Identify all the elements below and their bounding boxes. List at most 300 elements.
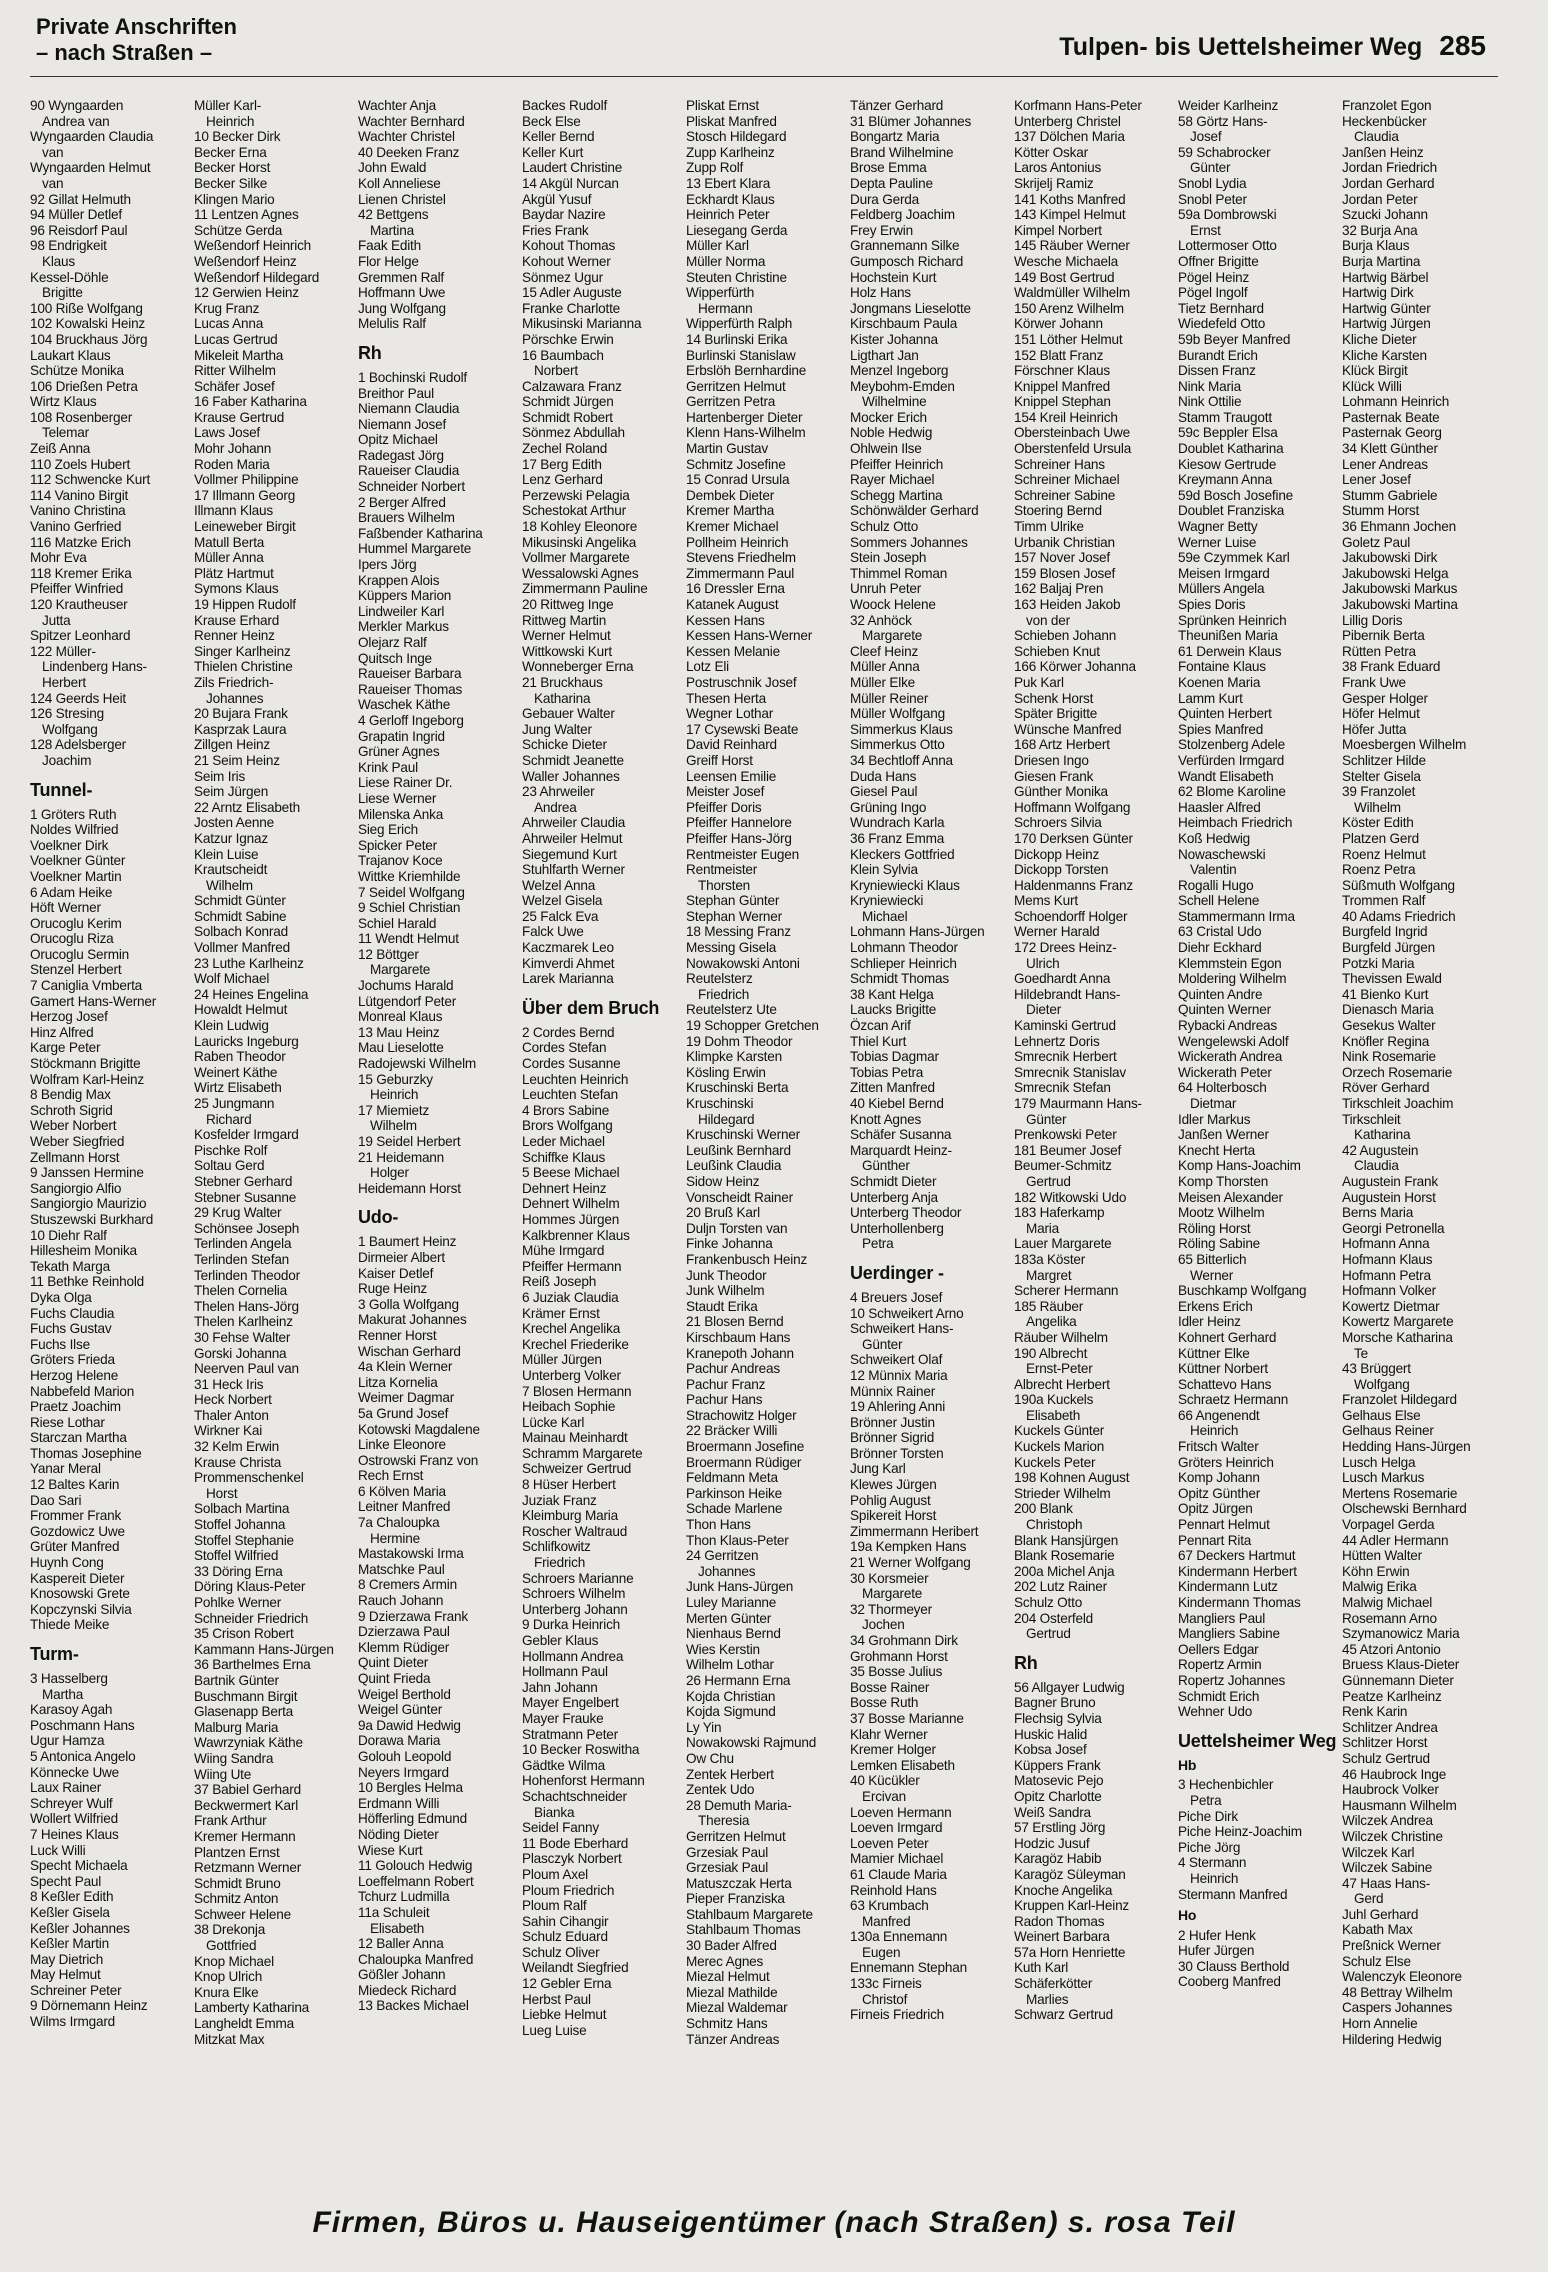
resident-entry: Lener Andreas	[1342, 456, 1428, 472]
resident-entry: Gröters Frieda	[30, 1352, 115, 1368]
section-title: Private Anschriften	[36, 14, 237, 39]
resident-entry: 92 Gillat Helmuth	[30, 191, 131, 207]
resident-entry: 30 Fehse Walter	[194, 1329, 291, 1345]
resident-entry: Wipperfürth Ralph	[686, 316, 793, 332]
resident-entry: Stebner Gerhard	[194, 1173, 293, 1189]
resident-entry: Schütze Gerda	[194, 222, 283, 238]
resident-entry: Klück Willi	[1342, 378, 1402, 394]
page-number: 285	[1439, 30, 1486, 61]
entry-continuation: Andrea van	[42, 113, 110, 129]
resident-entry: Kowertz Margarete	[1342, 1314, 1454, 1330]
entry-continuation: Petra	[862, 1236, 894, 1252]
resident-entry: Smrecnik Stefan	[1014, 1080, 1111, 1096]
resident-entry: 11 Golouch Hedwig	[358, 1858, 473, 1874]
resident-entry: Voelkner Dirk	[30, 837, 109, 853]
resident-entry: 34 Klett Günther	[1342, 441, 1438, 457]
resident-entry: 150 Arenz Wilhelm	[1014, 300, 1124, 316]
resident-entry: Luck Willi	[30, 1842, 86, 1858]
resident-entry: Welzel Anna	[522, 877, 596, 893]
resident-entry: 16 Faber Katharina	[194, 394, 307, 410]
resident-entry: Wirtz Klaus	[30, 394, 97, 410]
resident-entry: Scherer Hermann	[1014, 1283, 1119, 1299]
resident-entry: Gumposch Richard	[850, 253, 964, 269]
resident-entry: Sieg Erich	[358, 822, 418, 838]
resident-entry: Strieder Wilhelm	[1014, 1485, 1111, 1501]
resident-entry: Jakubowski Martina	[1342, 597, 1458, 612]
resident-entry: Fontaine Klaus	[1178, 659, 1266, 675]
resident-entry: Olschewski Bernhard	[1342, 1501, 1467, 1517]
resident-entry: Giesen Frank	[1014, 768, 1094, 784]
resident-entry: Trommen Ralf	[1342, 893, 1426, 909]
street-heading: Udo-	[358, 1207, 399, 1228]
resident-entry: Tietz Bernhard	[1178, 300, 1264, 316]
resident-entry: Rütten Petra	[1342, 643, 1416, 659]
resident-entry: 94 Müller Detlef	[30, 207, 122, 223]
resident-entry: Reutelsterz	[686, 971, 753, 987]
resident-entry: 35 Bosse Julius	[850, 1664, 943, 1680]
resident-entry: Krechel Angelika	[522, 1321, 621, 1337]
resident-entry: Gebauer Walter	[522, 706, 615, 722]
resident-entry: Gößler Johann	[358, 1967, 446, 1983]
resident-entry: Heckenbücker	[1342, 113, 1427, 129]
resident-entry: Wonneberger Erna	[522, 659, 634, 675]
resident-entry: Franzolet Hildegard	[1342, 1392, 1457, 1408]
resident-entry: Woock Helene	[850, 597, 936, 612]
resident-entry: 41 Bienko Kurt	[1342, 986, 1429, 1002]
resident-entry: Seim Iris	[194, 768, 246, 784]
resident-entry: Orucoglu Kerim	[30, 915, 122, 931]
resident-entry: Krechel Friederike	[522, 1336, 629, 1352]
resident-entry: Lamm Kurt	[1178, 690, 1243, 706]
resident-entry: Dickopp Heinz	[1014, 846, 1100, 862]
resident-entry: 4 Breuers Josef	[850, 1289, 943, 1305]
resident-entry: Özcan Arif	[850, 1018, 911, 1034]
resident-entry: Potzki Maria	[1342, 955, 1415, 971]
resident-entry: Welzel Gisela	[522, 893, 603, 909]
resident-entry: Radegast Jörg	[358, 447, 444, 463]
resident-entry: Mainau Meinhardt	[522, 1430, 628, 1446]
resident-entry: 16 Baumbach	[522, 347, 604, 363]
resident-entry: 40 Kücükler	[850, 1773, 920, 1789]
resident-entry: Kruschinski Berta	[686, 1080, 789, 1096]
resident-entry: Laros Antonius	[1014, 160, 1102, 176]
resident-entry: Schreiner Sabine	[1014, 487, 1116, 503]
resident-entry: Gesper Holger	[1342, 690, 1428, 706]
resident-entry: Dorawa Maria	[358, 1733, 441, 1749]
resident-entry: Orucoglu Sermin	[30, 946, 129, 962]
resident-entry: Schroers Wilhelm	[522, 1586, 626, 1602]
resident-entry: Wandt Elisabeth	[1178, 768, 1274, 784]
entry-continuation: Manfred	[862, 1913, 911, 1929]
resident-entry: Pachur Franz	[686, 1376, 766, 1392]
resident-entry: Becker Erna	[194, 144, 267, 160]
resident-entry: Sangiorgio Alfio	[30, 1180, 122, 1196]
resident-entry: Stoffel Wilfried	[194, 1548, 279, 1564]
resident-entry: Huynh Cong	[30, 1555, 104, 1571]
resident-entry: Grohmann Horst	[850, 1648, 948, 1664]
resident-entry: Ploum Friedrich	[522, 1882, 615, 1898]
resident-entry: Stermann Manfred	[1178, 1886, 1288, 1902]
entry-continuation: Ulrich	[1026, 955, 1060, 971]
resident-entry: Schmidt Jeanette	[522, 752, 624, 768]
resident-entry: Ruge Heinz	[358, 1281, 428, 1297]
resident-entry: Werner Helmut	[522, 628, 611, 644]
resident-entry: Feldberg Joachim	[850, 207, 955, 223]
resident-entry: 64 Holterbosch	[1178, 1080, 1267, 1096]
resident-entry: Schweizer Gertrud	[522, 1461, 632, 1477]
resident-entry: Schramm Margarete	[522, 1445, 643, 1461]
resident-entry: 145 Räuber Werner	[1014, 238, 1130, 254]
resident-entry: Hofmann Klaus	[1342, 1251, 1433, 1267]
resident-entry: Schieben Johann	[1014, 628, 1117, 644]
resident-entry: Junk Theodor	[686, 1267, 767, 1283]
resident-entry: Schäfer Josef	[194, 378, 275, 394]
resident-entry: Backes Rudolf	[522, 98, 608, 113]
resident-entry: Fries Frank	[522, 222, 589, 238]
resident-entry: Wiing Ute	[194, 1766, 252, 1782]
resident-entry: Giesel Paul	[850, 784, 918, 800]
resident-entry: 112 Schwencke Kurt	[30, 472, 151, 488]
resident-entry: Franke Charlotte	[522, 300, 621, 316]
resident-entry: Szymanowicz Maria	[1342, 1626, 1460, 1642]
resident-entry: 163 Heiden Jakob	[1014, 597, 1121, 612]
resident-entry: 190 Albrecht	[1014, 1345, 1088, 1361]
resident-entry: Gerritzen Petra	[686, 394, 776, 410]
resident-entry: Milenska Anka	[358, 806, 444, 822]
resident-entry: 23 Ahrweiler	[522, 784, 595, 800]
resident-entry: Kojda Sigmund	[686, 1704, 776, 1720]
resident-entry: 19 Hippen Rudolf	[194, 597, 296, 612]
resident-entry: Smrecnik Herbert	[1014, 1049, 1117, 1065]
resident-entry: Schweikert Olaf	[850, 1352, 943, 1368]
resident-entry: 15 Geburzky	[358, 1071, 433, 1087]
resident-entry: 5a Grund Josef	[358, 1405, 449, 1421]
resident-entry: Diehr Eckhard	[1178, 940, 1262, 956]
resident-entry: Körwer Johann	[1014, 316, 1103, 332]
resident-entry: 6 Kölven Maria	[358, 1483, 446, 1499]
entry-continuation: Friedrich	[534, 1555, 586, 1571]
resident-entry: 3 Hasselberg	[30, 1671, 108, 1686]
resident-entry: Röver Gerhard	[1342, 1080, 1430, 1096]
resident-entry: 48 Bettray Wilhelm	[1342, 1984, 1453, 2000]
entry-continuation: Theresia	[698, 1813, 750, 1829]
resident-entry: Karagöz Habib	[1014, 1851, 1102, 1867]
entry-continuation: Gottfried	[206, 1938, 257, 1954]
resident-entry: 10 Diehr Ralf	[30, 1227, 107, 1243]
resident-entry: Kliche Dieter	[1342, 331, 1417, 347]
resident-entry: Riese Lothar	[30, 1414, 105, 1430]
directory-column	[358, 98, 516, 2160]
resident-entry: Schneider Norbert	[358, 479, 465, 495]
resident-entry: Calzawara Franz	[522, 378, 622, 394]
resident-entry: David Reinhard	[686, 737, 777, 753]
resident-entry: Cordes Stefan	[522, 1040, 607, 1056]
resident-entry: Koß Hedwig	[1178, 830, 1251, 846]
resident-entry: Sommers Johannes	[850, 534, 968, 550]
resident-entry: Merkler Markus	[358, 619, 449, 635]
resident-entry: Meisen Alexander	[1178, 1189, 1283, 1205]
resident-entry: Klück Birgit	[1342, 363, 1408, 379]
resident-entry: Wolfram Karl-Heinz	[30, 1071, 144, 1087]
entry-continuation: Hermine	[370, 1530, 420, 1546]
resident-entry: Leuchten Heinrich	[522, 1071, 629, 1087]
resident-entry: Jordan Friedrich	[1342, 160, 1438, 176]
resident-entry: Kessen Melanie	[686, 643, 780, 659]
resident-entry: Stöckmann Brigitte	[30, 1056, 141, 1072]
resident-entry: Schreiner Peter	[30, 1982, 122, 1998]
resident-entry: Nowakowski Antoni	[686, 955, 800, 971]
resident-entry: Golouh Leopold	[358, 1748, 452, 1764]
resident-entry: 11 Bethke Reinhold	[30, 1274, 145, 1290]
entry-continuation: Margret	[1026, 1267, 1072, 1283]
resident-entry: Seim Jürgen	[194, 784, 269, 800]
resident-entry: Weber Siegfried	[30, 1134, 125, 1149]
resident-entry: Vollmer Philippine	[194, 472, 299, 488]
resident-entry: 12 Gebler Erna	[522, 1976, 612, 1992]
entry-continuation: Norbert	[534, 363, 578, 379]
resident-entry: Kindermann Herbert	[1178, 1563, 1297, 1579]
resident-entry: 16 Dressler Erna	[686, 581, 785, 597]
directory-column	[1014, 98, 1172, 2160]
resident-entry: Leußink Bernhard	[686, 1142, 791, 1158]
resident-entry: Grüning Ingo	[850, 799, 927, 815]
resident-entry: Voelkner Martin	[30, 868, 122, 884]
resident-entry: 12 Baltes Karin	[30, 1477, 120, 1493]
resident-entry: Kohout Thomas	[522, 238, 616, 254]
resident-entry: Spitzer Leonhard	[30, 628, 131, 644]
resident-entry: Knott Agnes	[850, 1111, 922, 1127]
resident-entry: Reinhold Hans	[850, 1882, 937, 1898]
resident-entry: 13 Ebert Klara	[686, 175, 771, 191]
entry-continuation: Günter	[862, 1336, 903, 1352]
resident-entry: Opitz Charlotte	[1014, 1788, 1102, 1804]
entry-continuation: Lindenberg Hans-	[42, 659, 147, 675]
resident-entry: Bartnik Günter	[194, 1672, 279, 1688]
resident-entry: Nabbefeld Marion	[30, 1383, 135, 1399]
resident-entry: 5 Beese Michael	[522, 1165, 620, 1181]
resident-entry: Klemm Rüdiger	[358, 1639, 450, 1655]
entry-continuation: Johannes	[206, 690, 264, 706]
resident-entry: Ly Yin	[686, 1719, 722, 1735]
resident-entry: Küppers Marion	[358, 588, 452, 604]
resident-entry: 32 Kelm Erwin	[194, 1439, 280, 1455]
resident-entry: Kaiser Detlef	[358, 1265, 434, 1281]
resident-entry: Renner Heinz	[194, 628, 275, 644]
resident-entry: Mangliers Paul	[1178, 1610, 1266, 1626]
resident-entry: Laukart Klaus	[30, 347, 111, 363]
resident-entry: Stahlbaum Margarete	[686, 1906, 813, 1922]
resident-entry: 15 Adler Auguste	[522, 285, 622, 301]
resident-entry: Schneider Friedrich	[194, 1610, 309, 1626]
resident-entry: Wawrzyniak Käthe	[194, 1735, 303, 1751]
resident-entry: Erbslöh Bernhardine	[686, 363, 807, 379]
resident-entry: Firneis Friedrich	[850, 2007, 945, 2023]
entry-continuation: Andrea	[534, 799, 577, 815]
resident-entry: Faak Edith	[358, 238, 421, 254]
resident-entry: Hinz Alfred	[30, 1024, 94, 1040]
resident-entry: Peatze Karlheinz	[1342, 1688, 1442, 1704]
resident-entry: Flor Helge	[358, 253, 419, 269]
resident-entry: Schlitzer Hilde	[1342, 752, 1426, 768]
resident-entry: 24 Gerritzen	[686, 1548, 759, 1564]
resident-entry: Plätz Hartmut	[194, 565, 274, 581]
resident-entry: Goletz Paul	[1342, 534, 1411, 550]
resident-entry: Kiesow Gertrude	[1178, 456, 1277, 472]
resident-entry: Erkens Erich	[1178, 1298, 1253, 1314]
resident-entry: Cleef Heinz	[850, 643, 919, 659]
resident-entry: 15 Conrad Ursula	[686, 472, 790, 488]
resident-entry: Knop Michael	[194, 1953, 274, 1969]
resident-entry: Starczan Martha	[30, 1430, 127, 1446]
resident-entry: Feldmann Meta	[686, 1470, 778, 1486]
resident-entry: Schäfer Susanna	[850, 1127, 952, 1143]
resident-entry: Caspers Johannes	[1342, 2000, 1453, 2016]
resident-entry: Kranepoth Johann	[686, 1345, 794, 1361]
resident-entry: Messing Gisela	[686, 940, 777, 956]
resident-entry: 106 Drießen Petra	[30, 378, 138, 394]
resident-entry: Larek Marianna	[522, 971, 614, 987]
resident-entry: Gremmen Ralf	[358, 269, 444, 285]
resident-entry: Martin Gustav	[686, 441, 769, 457]
resident-entry: Keßler Gisela	[30, 1904, 110, 1920]
entry-continuation: Wilhelmine	[862, 394, 927, 410]
entry-continuation: Petra	[1190, 1792, 1222, 1808]
resident-entry: Ploum Ralf	[522, 1898, 587, 1914]
resident-entry: Schulz Eduard	[522, 1929, 608, 1945]
resident-entry: Lütgendorf Peter	[358, 993, 457, 1009]
resident-entry: 56 Allgayer Ludwig	[1014, 1679, 1125, 1695]
resident-entry: 154 Kreil Heinrich	[1014, 409, 1118, 425]
resident-entry: Cordes Susanne	[522, 1056, 621, 1072]
directory-column	[194, 98, 352, 2160]
resident-entry: Knecht Herta	[1178, 1142, 1255, 1158]
resident-entry: Thon Klaus-Peter	[686, 1532, 789, 1548]
resident-entry: Beck Else	[522, 113, 581, 129]
resident-entry: Matschke Paul	[358, 1561, 445, 1577]
footer-note: Firmen, Büros u. Hauseigentümer (nach Straßen) s. rosa Teil	[312, 2206, 1236, 2239]
resident-entry: Dirmeier Albert	[358, 1249, 445, 1265]
resident-entry: 34 Grohmann Dirk	[850, 1633, 958, 1648]
resident-entry: Dehnert Heinz	[522, 1180, 607, 1196]
resident-entry: Stolzenberg Adele	[1178, 737, 1285, 753]
resident-entry: Weber Norbert	[30, 1118, 117, 1134]
sub-heading: Ho	[1178, 1907, 1197, 1924]
resident-entry: Hofmann Anna	[1342, 1236, 1430, 1252]
resident-entry: Schmidt Bruno	[194, 1875, 281, 1891]
resident-entry: Josten Aenne	[194, 815, 274, 831]
resident-entry: 26 Hermann Erna	[686, 1672, 791, 1688]
resident-entry: 130a Ennemann	[850, 1929, 948, 1945]
resident-entry: Pachur Hans	[686, 1392, 763, 1408]
resident-entry: Brand Wilhelmine	[850, 144, 954, 160]
resident-entry: Matosevic Pejo	[1014, 1773, 1104, 1789]
resident-entry: 168 Artz Herbert	[1014, 737, 1110, 753]
resident-entry: 18 Kohley Eleonore	[522, 519, 638, 535]
resident-entry: Müller Anna	[850, 659, 920, 675]
resident-entry: Klein Ludwig	[194, 1018, 269, 1034]
resident-entry: 8 Hüser Herbert	[522, 1477, 616, 1493]
resident-entry: 17 Illmann Georg	[194, 487, 296, 503]
resident-entry: Buschmann Birgit	[194, 1688, 298, 1704]
resident-entry: Miedeck Richard	[358, 1982, 457, 1998]
resident-entry: Zimmermann Pauline	[522, 581, 648, 597]
resident-entry: Köhn Erwin	[1342, 1563, 1410, 1579]
resident-entry: Kremer Hermann	[194, 1828, 296, 1844]
directory-columns	[30, 98, 1500, 2160]
resident-entry: Wagner Betty	[1178, 519, 1258, 535]
resident-entry: Falck Uwe	[522, 924, 584, 940]
resident-entry: Wegner Lothar	[686, 706, 774, 722]
resident-entry: 7a Chaloupka	[358, 1515, 440, 1531]
resident-entry: Plantzen Ernst	[194, 1844, 280, 1860]
resident-entry: Solbach Konrad	[194, 924, 288, 940]
resident-entry: Loeffelmann Robert	[358, 1873, 474, 1889]
resident-entry: 46 Haubrock Inge	[1342, 1766, 1447, 1782]
resident-entry: Thielen Christine	[194, 659, 293, 675]
resident-entry: Mastakowski Irma	[358, 1546, 464, 1562]
resident-entry: Karge Peter	[30, 1040, 101, 1056]
resident-entry: Spikereit Horst	[850, 1508, 937, 1524]
entry-continuation: Claudia	[1354, 129, 1399, 145]
entry-continuation: Günter	[1026, 1111, 1067, 1127]
resident-entry: 62 Blome Karoline	[1178, 784, 1286, 800]
resident-entry: Schroth Sigrid	[30, 1102, 113, 1118]
resident-entry: Szucki Johann	[1342, 207, 1428, 223]
resident-entry: Melulis Ralf	[358, 316, 426, 332]
resident-entry: Komp Thorsten	[1178, 1173, 1269, 1189]
resident-entry: Stephan Günter	[686, 893, 780, 909]
resident-entry: 200a Michel Anja	[1014, 1563, 1115, 1579]
resident-entry: 10 Becker Roswitha	[522, 1742, 640, 1758]
resident-entry: Zupp Karlheinz	[686, 144, 775, 160]
resident-entry: Lusch Markus	[1342, 1470, 1425, 1486]
resident-entry: Miezal Waldemar	[686, 2000, 788, 2016]
resident-entry: Zimmermann Heribert	[850, 1523, 979, 1539]
resident-entry: Krause Erhard	[194, 612, 280, 628]
resident-entry: Malburg Maria	[194, 1719, 279, 1735]
resident-entry: Wyngaarden Claudia	[30, 129, 154, 145]
entry-continuation: Ernst	[1190, 222, 1221, 238]
resident-entry: 157 Nover Josef	[1014, 550, 1110, 566]
resident-entry: Gamert Hans-Werner	[30, 993, 157, 1009]
resident-entry: 44 Adler Hermann	[1342, 1532, 1449, 1548]
resident-entry: Komp Hans-Joachim	[1178, 1158, 1301, 1174]
resident-entry: Weigel Günter	[358, 1702, 443, 1718]
resident-entry: Krautscheidt	[194, 862, 268, 878]
resident-entry: Walenczyk Eleonore	[1342, 1969, 1462, 1985]
resident-entry: Knöfler Regina	[1342, 1033, 1430, 1049]
resident-entry: Quinten Herbert	[1178, 706, 1272, 722]
resident-entry: Retzmann Werner	[194, 1860, 302, 1876]
resident-entry: Cooberg Manfred	[1178, 1974, 1281, 1990]
resident-entry: Stumm Horst	[1342, 503, 1420, 519]
resident-entry: Kindermann Thomas	[1178, 1595, 1301, 1610]
resident-entry: Kosfelder Irmgard	[194, 1127, 299, 1143]
resident-entry: Schönwälder Gerhard	[850, 503, 979, 519]
resident-entry: Nienhaus Bernd	[686, 1626, 781, 1642]
resident-entry: Pohlig August	[850, 1492, 931, 1508]
resident-entry: Georgi Petronella	[1342, 1220, 1445, 1236]
directory-column	[850, 98, 1008, 2160]
resident-entry: 8 Bendig Max	[30, 1087, 111, 1103]
resident-entry: 11 Bode Eberhard	[522, 1835, 629, 1851]
resident-entry: Mikusinski Marianna	[522, 316, 642, 332]
resident-entry: Kruschinski	[686, 1096, 754, 1111]
resident-entry: 63 Krumbach	[850, 1898, 929, 1914]
resident-entry: Illmann Klaus	[194, 503, 274, 519]
resident-entry: Hummel Margarete	[358, 541, 472, 557]
entry-continuation: Wolfgang	[42, 721, 98, 737]
